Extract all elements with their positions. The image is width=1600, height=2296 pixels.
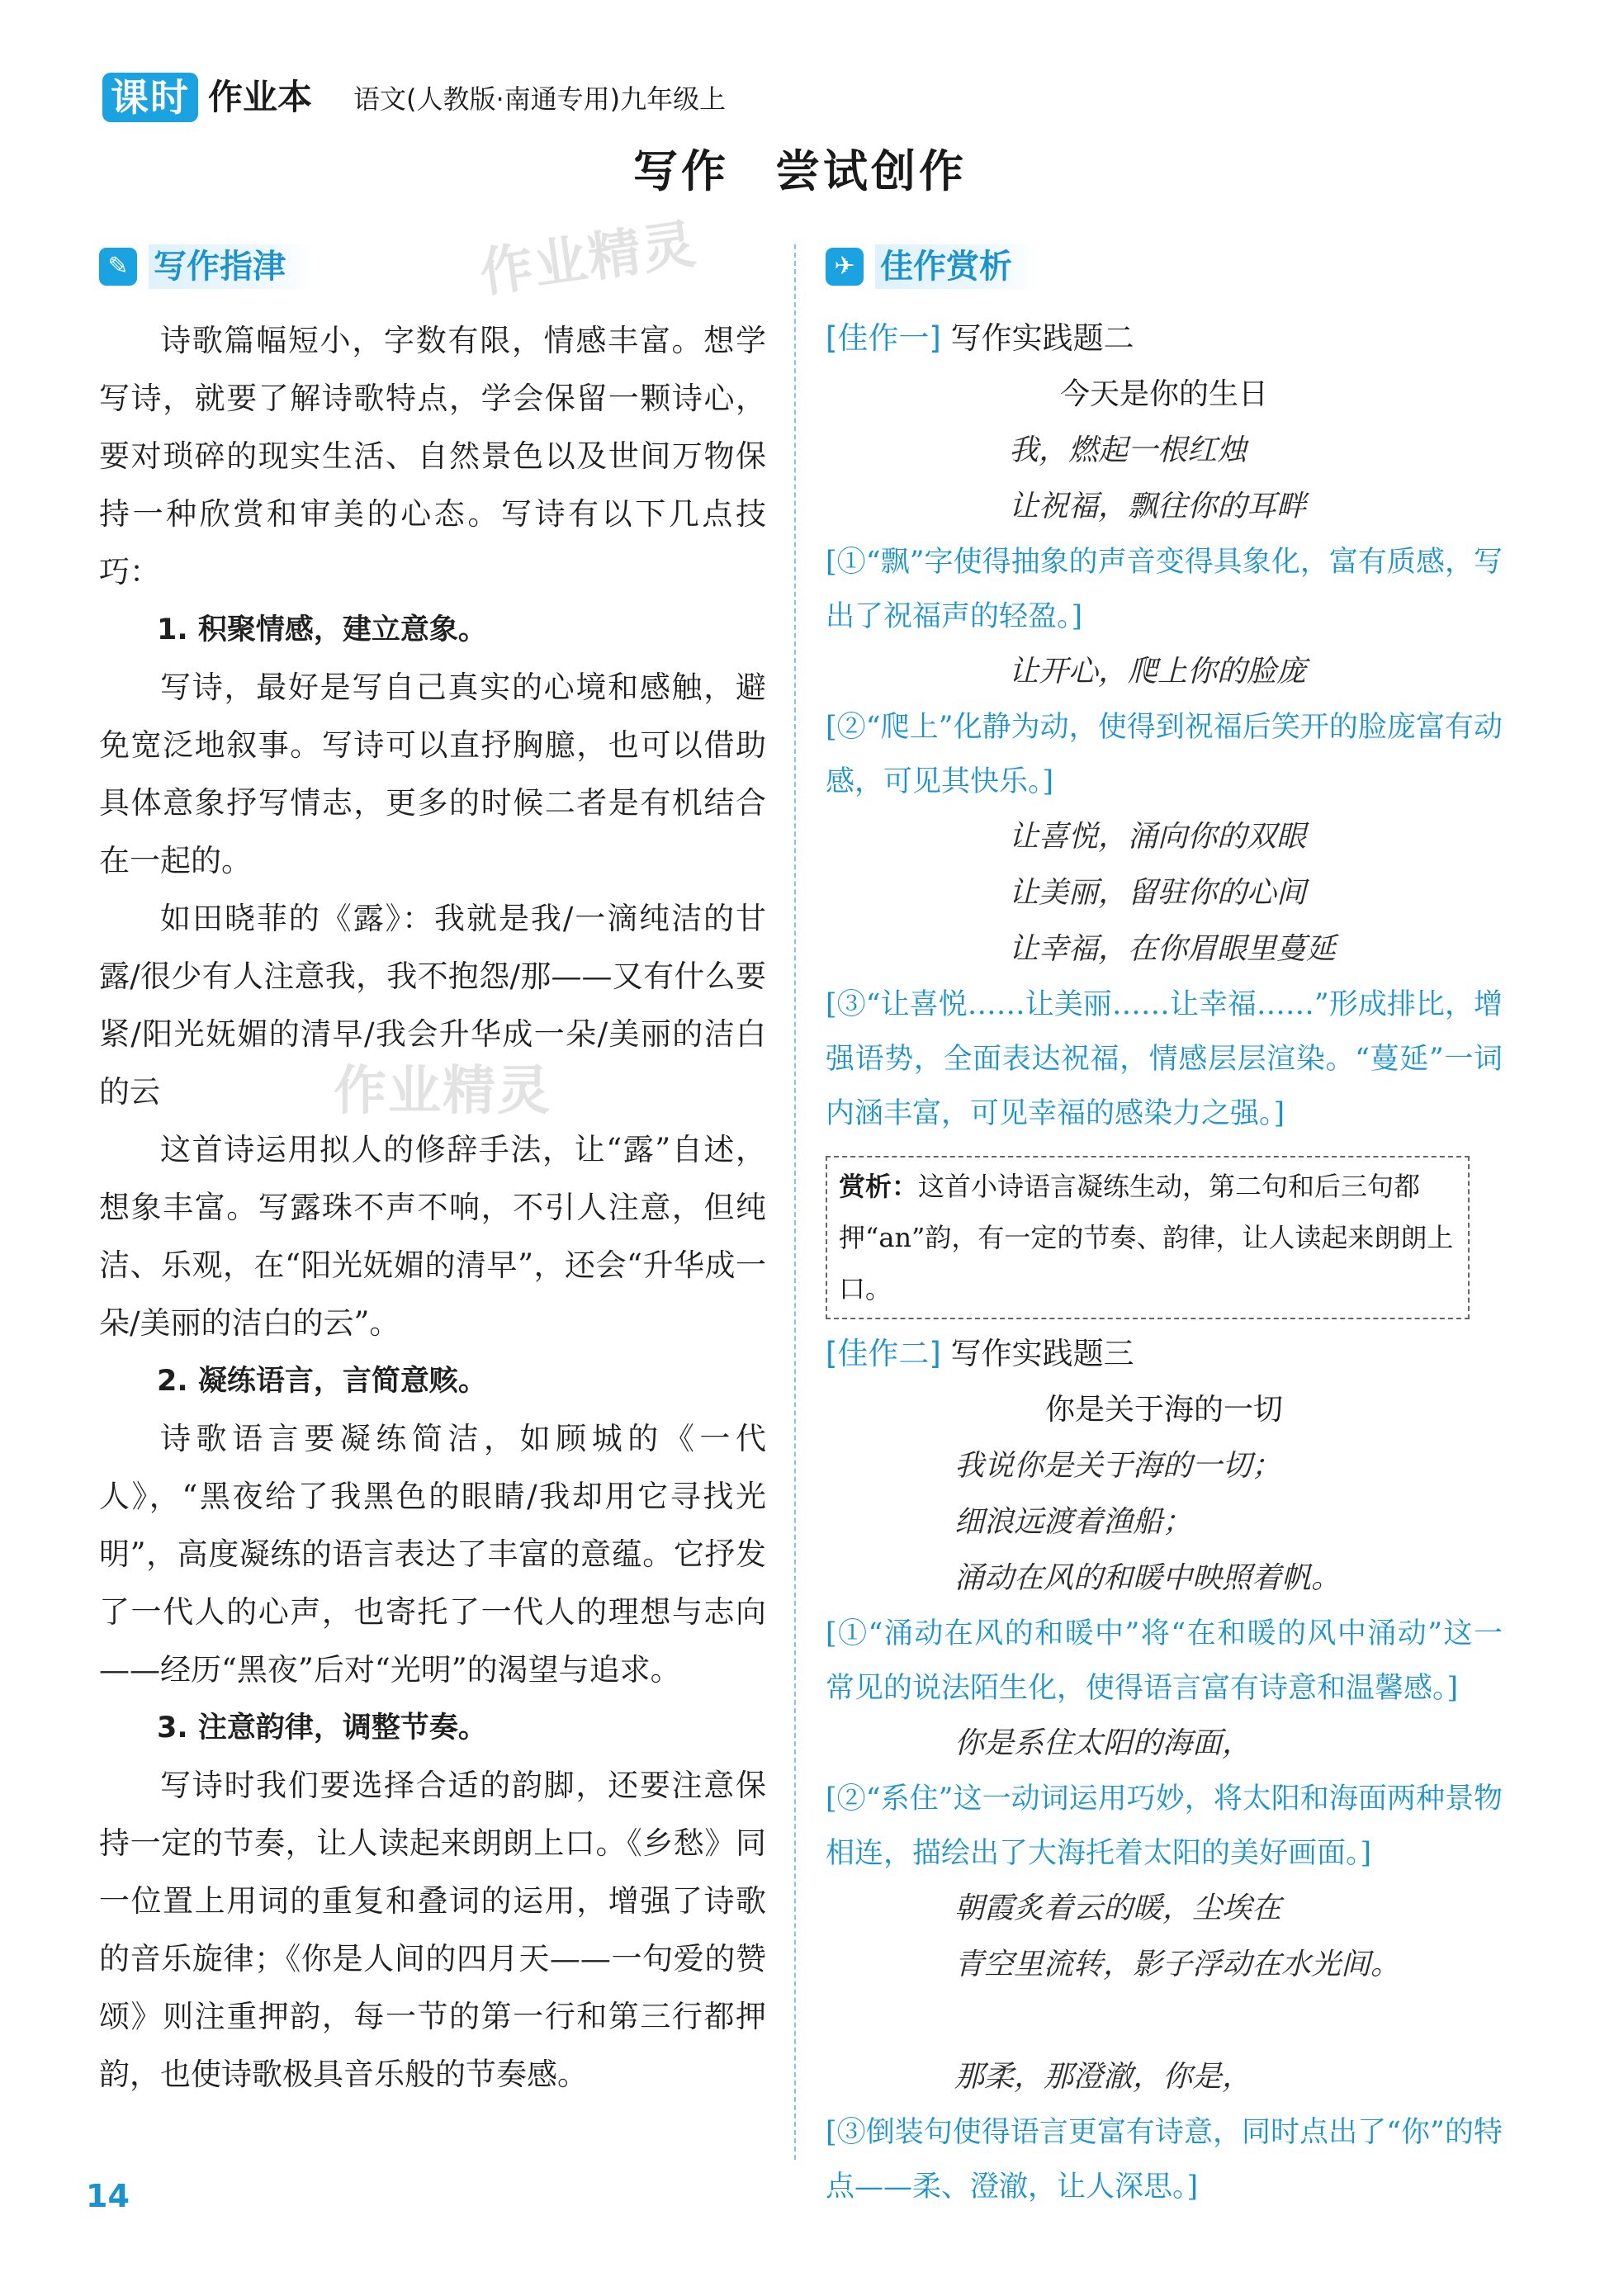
- poem-line: 涌动在风的和暖中映照着帆。: [954, 1561, 1342, 1595]
- page-title-part2: 尝试创作: [775, 145, 967, 197]
- poem-line: 那柔，那澄澈，你是，: [954, 2060, 1252, 2094]
- section-label-works-appreciation: 佳作赏析: [875, 244, 1040, 289]
- appraisal-label: 赏析：: [839, 1171, 919, 1202]
- tip1-paragraph-1: 写诗，最好是写自己真实的心境和感触，避免宽泛地叙事。写诗可以直抒胸臆，也可以借助具体意象抒写情志，更多的时候二者是有机结合在一起的。: [99, 670, 766, 878]
- work1-poem-title: 今天是你的生日: [1059, 377, 1268, 411]
- work2-heading: [826, 1326, 1503, 1382]
- appraisal-box: [826, 1156, 1470, 1319]
- page-number: 14: [86, 2178, 130, 2214]
- poem-line: 朝霞炙着云的暖，尘埃在: [954, 1891, 1282, 1925]
- tip-heading-3: 3. 注意韵律，调整节奏。: [157, 1711, 487, 1744]
- section-header-writing-guide: [99, 244, 314, 289]
- work2-topic: 写作实践题三: [950, 1336, 1134, 1371]
- work1-heading: [826, 310, 1503, 367]
- stanza-break: [826, 1993, 1503, 2049]
- works-appreciation-column: [826, 310, 1503, 2214]
- watermark: 作业精灵: [476, 213, 701, 305]
- watermark: 作业精灵: [334, 1061, 551, 1122]
- book-subject: 语文(人教版·南通专用)九年级上: [353, 83, 727, 115]
- poem-line: 你是系住太阳的海面，: [954, 1726, 1252, 1760]
- page-title: [0, 142, 1600, 201]
- poem-line: 我，燃起一根红烛: [1009, 433, 1247, 467]
- poem-line: 青空里流转，影子浮动在水光间。: [954, 1948, 1401, 1981]
- tip1-paragraph-3: 这首诗运用拟人的修辞手法，让“露”自述，想象丰富。写露珠不声不响，不引人注意，但纯洁、乐观，在“阳光妩媚的清早”，还会“升华成一朵/美丽的洁白的云”。: [99, 1132, 766, 1341]
- annotation-note: [①“涌动在风的和暖中”将“在和暖的风中涌动”这一常见的说法陌生化，使得语言富有诗意和温馨感。]: [826, 1617, 1503, 1705]
- work2-poem-title: 你是关于海的一切: [1044, 1393, 1283, 1427]
- paper-plane-icon: ✈: [826, 248, 864, 286]
- brand-subtitle: 作业本: [208, 77, 313, 117]
- tip-heading-2: 2. 凝练语言，言简意赅。: [157, 1365, 487, 1398]
- tip1-paragraph-2: 如田晓菲的《露》：我就是我/一滴纯洁的甘露/很少有人注意我，我不抱怨/那——又有什么要紧/阳光妩媚的清早/我会升华成一朵/美丽的洁白的云: [99, 901, 766, 1110]
- page-title-part1: 写作: [633, 145, 729, 197]
- tip-heading-1: 1. 积聚情感，建立意象。: [157, 613, 487, 646]
- annotation-note: [③“让喜悦……让美丽……让幸福……”形成排比，增强语势，全面表达祝福，情感层层渲染。“蔓延”一词内涵丰富，可见幸福的感染力之强。]: [826, 988, 1503, 1130]
- work2-tag: [佳作二]: [826, 1336, 941, 1371]
- poem-line: 我说你是关于海的一切；: [954, 1449, 1282, 1483]
- intro-paragraph: 诗歌篇幅短小，字数有限，情感丰富。想学写诗，就要了解诗歌特点，学会保留一颗诗心，要对琐碎的现实生活、自然景色以及世间万物保持一种欣赏和审美的心态。写诗有以下几点技巧：: [99, 323, 766, 589]
- column-divider: [794, 244, 796, 2160]
- tip2-paragraph-1: 诗歌语言要凝练简洁，如顾城的《一代人》，“黑夜给了我黑色的眼睛/我却用它寻找光明”，高度凝练的语言表达了丰富的意蕴。它抒发了一代人的心声，也寄托了一代人的理想与志向——经历“黑夜”后对“光明”的渴望与追求。: [99, 1421, 766, 1688]
- brand-logo: 课时: [102, 73, 198, 122]
- annotation-note: [②“系住”这一动词运用巧妙，将太阳和海面两种景物相连，描绘出了大海托着太阳的美好画面。]: [826, 1782, 1503, 1870]
- annotation-note: [③倒装句使得语言更富有诗意，同时点出了“你”的特点——柔、澄澈，让人深思。]: [826, 2116, 1503, 2204]
- annotation-note: [①“飘”字使得抽象的声音变得具象化，富有质感，写出了祝福声的轻盈。]: [826, 546, 1503, 633]
- poem-line: 让祝福，飘往你的耳畔: [1009, 490, 1307, 523]
- appraisal-text: 这首小诗语言凝练生动，第二句和后三句都押“an”韵，有一定的节奏、韵律，让人读起来朗朗上口。: [839, 1171, 1454, 1304]
- tip3-paragraph-1: 写诗时我们要选择合适的韵脚，还要注意保持一定的节奏，让人读起来朗朗上口。《乡愁》同一位置上用词的重复和叠词的运用，增强了诗歌的音乐旋律；《你是人间的四月天——一句爱的赞颂》则注重押韵，每一节的第一行和第三行都押韵，也使诗歌极具音乐般的节奏感。: [99, 1768, 766, 2092]
- poem-line: 细浪远渡着渔船；: [954, 1505, 1193, 1539]
- poem-line: 让喜悦，涌向你的双眼: [1009, 820, 1307, 854]
- poem-line: 让幸福，在你眉眼里蔓延: [1009, 932, 1337, 966]
- pencil-icon: ✎: [99, 248, 137, 286]
- annotation-note: [②“爬上”化静为动，使得到祝福后笑开的脸庞富有动感，可见其快乐。]: [826, 711, 1503, 798]
- poem-line: 让美丽，留驻你的心间: [1009, 876, 1307, 910]
- writing-guide-column: [99, 312, 766, 2104]
- section-header-works-appreciation: [826, 244, 1040, 289]
- work1-topic: 写作实践题二: [950, 320, 1134, 356]
- section-label-writing-guide: 写作指津: [149, 244, 314, 289]
- poem-line: 让开心，爬上你的脸庞: [1009, 655, 1307, 689]
- work1-tag: [佳作一]: [826, 320, 941, 356]
